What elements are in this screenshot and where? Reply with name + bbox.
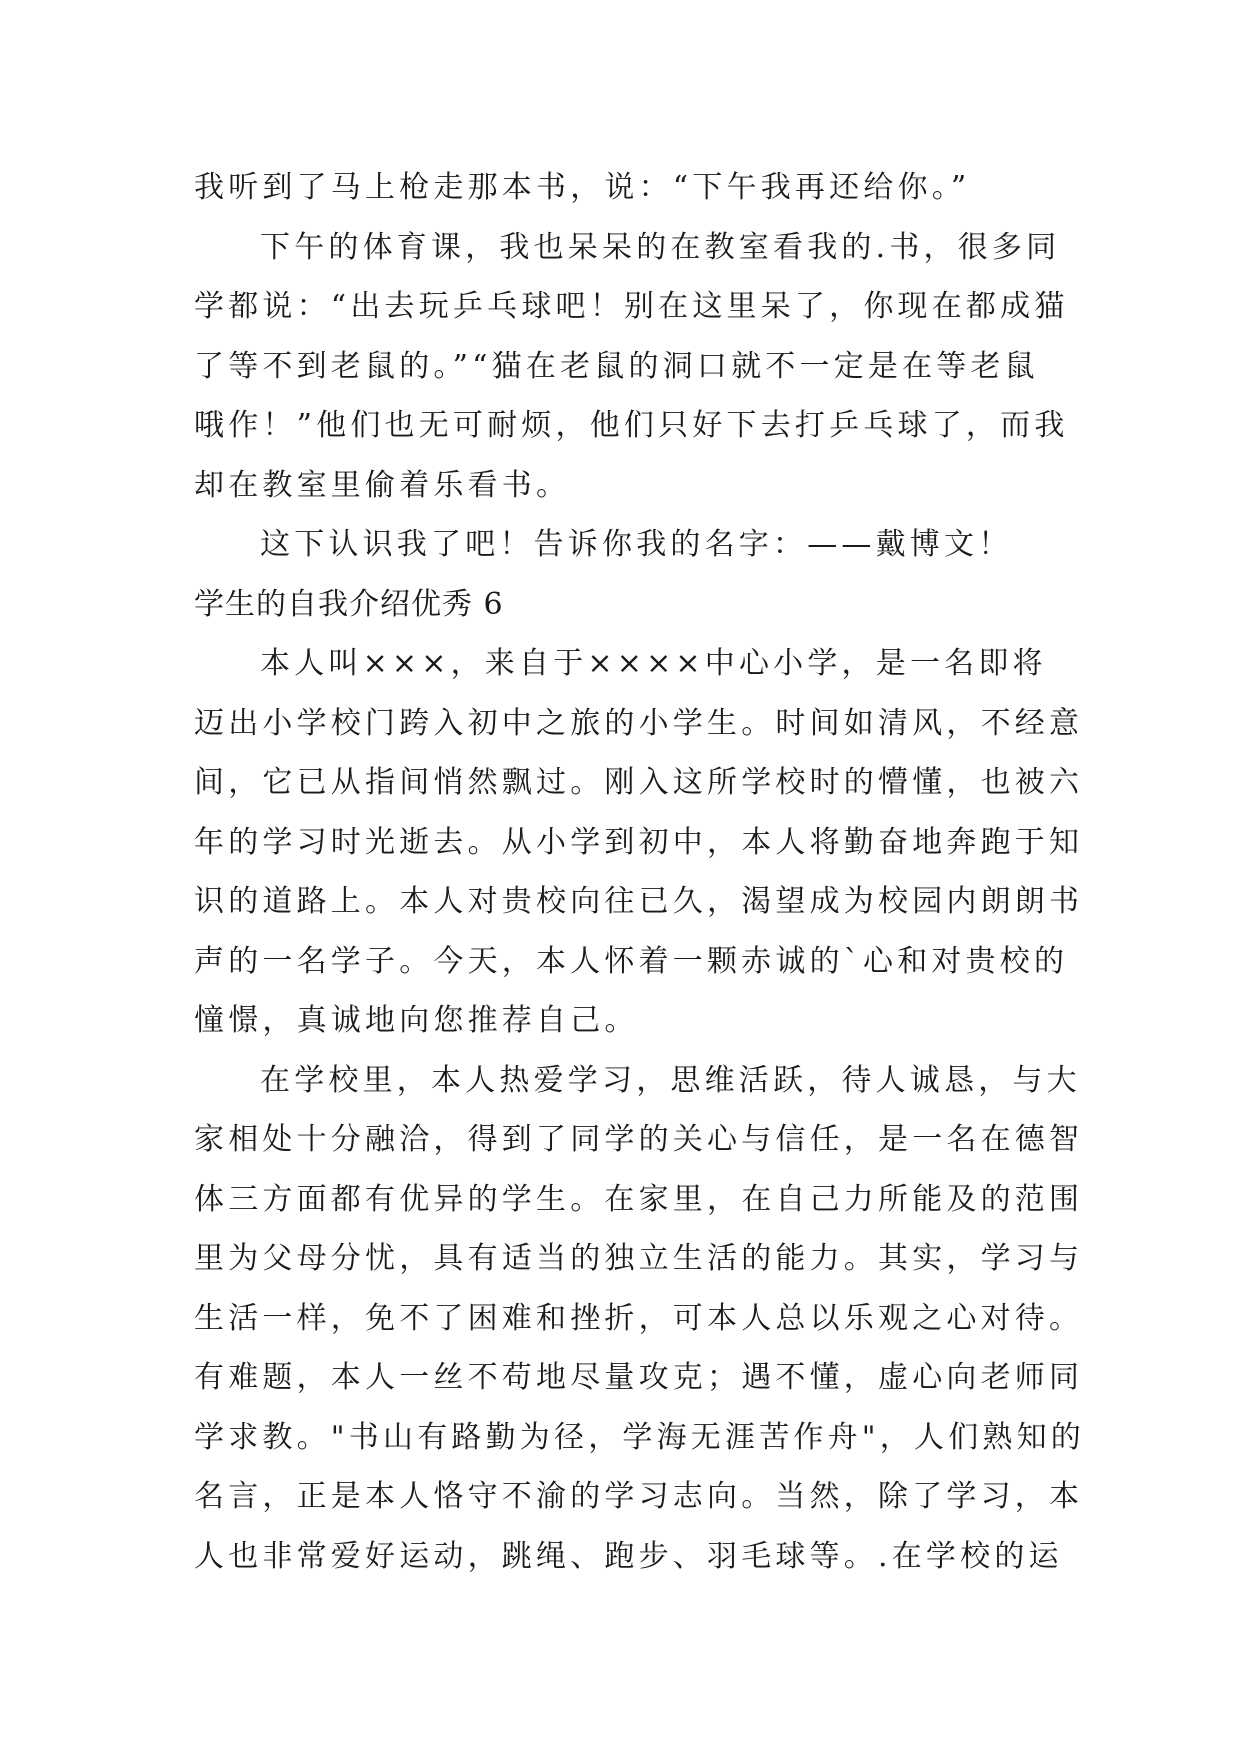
text-line: 学都说：“出去玩乒乓球吧！别在这里呆了，你现在都成猫 — [194, 289, 1069, 324]
text-line: 家相处十分融洽，得到了同学的关心与信任，是一名在德智 — [194, 1122, 1084, 1157]
section-heading: 学生的自我介绍优秀 6 — [194, 586, 504, 622]
text-line: 下午的体育课，我也呆呆的在教室看我的.书，很多同 — [260, 229, 1061, 265]
text-line: 识的道路上。本人对贵校向往已久，渴望成为校园内朗朗书 — [194, 884, 1084, 919]
text-line: 有难题，本人一丝不苟地尽量攻克；遇不懂，虚心向老师同 — [194, 1360, 1084, 1395]
text-line: 体三方面都有优异的学生。在家里，在自己力所能及的范围 — [194, 1181, 1084, 1217]
text-line: 了等不到老鼠的。”“猫在老鼠的洞口就不一定是在等老鼠 — [194, 348, 1039, 384]
text-line: 声的一名学子。今天，本人怀着一颗赤诚的`心和对贵校的 — [194, 943, 1069, 979]
text-line: 人也非常爱好运动，跳绳、跑步、羽毛球等。.在学校的运 — [194, 1538, 1063, 1574]
text-line: 生活一样，免不了困难和挫折，可本人总以乐观之心对待。 — [194, 1300, 1084, 1336]
text-line: 这下认识我了吧！告诉你我的名字：——戴博文！ — [260, 527, 1013, 562]
text-line: 在学校里，本人热爱学习，思维活跃，待人诚恳，与大 — [260, 1062, 1081, 1098]
text-line: 年的学习时光逝去。从小学到初中，本人将勤奋地奔跑于知 — [194, 824, 1084, 860]
text-line: 迈出小学校门跨入初中之旅的小学生。时间如清风，不经意 — [194, 705, 1084, 741]
text-line: 我听到了马上枪走那本书，说：“下午我再还给你。” — [194, 170, 971, 205]
text-line: 哦作！”他们也无可耐烦，他们只好下去打乒乓球了，而我 — [194, 408, 1069, 443]
text-line: 学求教。"书山有路勤为径，学海无涯苦作舟"，人们熟知的 — [194, 1419, 1085, 1455]
text-line: 间，它已从指间悄然飘过。刚入这所学校时的懵懂，也被六 — [194, 765, 1084, 800]
text-line: 里为父母分忧，具有适当的独立生活的能力。其实，学习与 — [194, 1241, 1084, 1276]
text-line: 憧憬，真诚地向您推荐自己。 — [194, 1003, 639, 1038]
text-line: 名言，正是本人恪守不渝的学习志向。当然，除了学习，本 — [194, 1479, 1084, 1514]
document-body — [194, 158, 1085, 1586]
text-line: 却在教室里偷着乐看书。 — [194, 467, 571, 503]
text-line: 本人叫×××，来自于××××中心小学，是一名即将 — [260, 646, 1047, 681]
